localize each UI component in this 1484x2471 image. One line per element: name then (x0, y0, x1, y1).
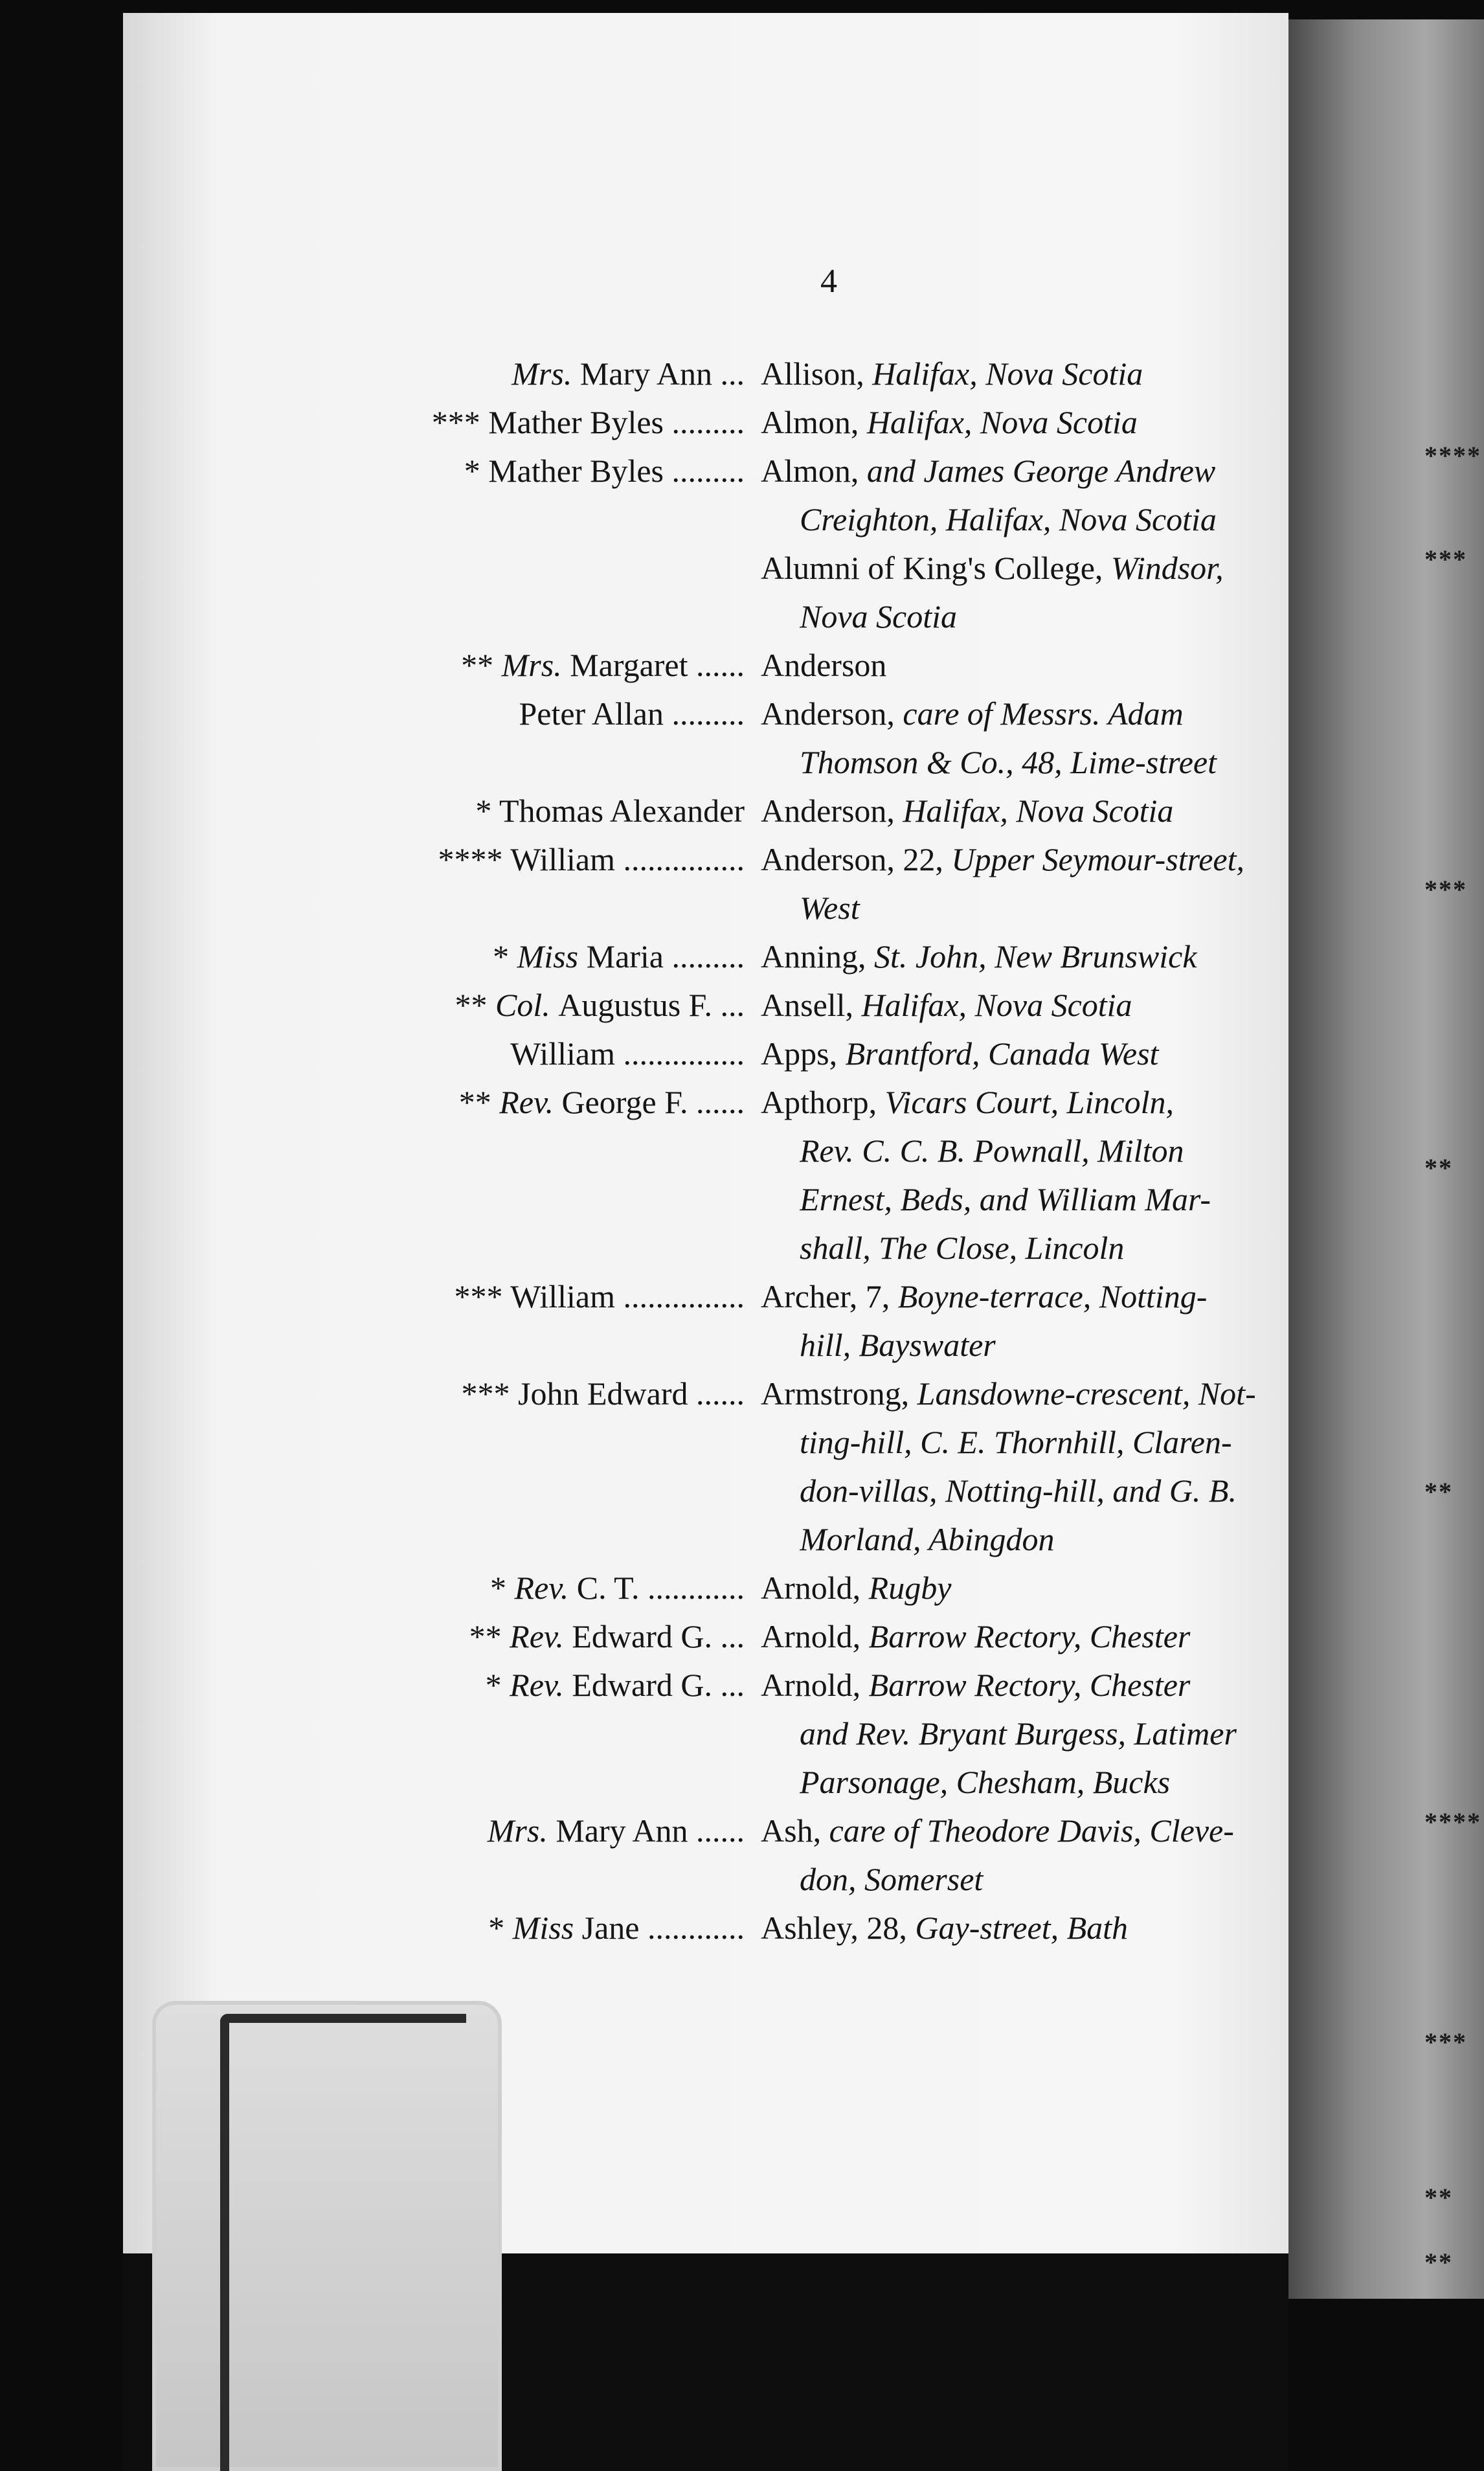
entry-address-continued (800, 884, 1324, 932)
bleed-through-stars: ** (1424, 1153, 1453, 1182)
entry-leader: ... (712, 1618, 745, 1654)
entry-address-line: ting-hill, C. E. Thornhill, Claren- (800, 1424, 1232, 1460)
entry-address: Brantford, Canada West (845, 1035, 1159, 1072)
entry-surname-address (761, 690, 1324, 738)
entry-surname-address (761, 447, 1324, 495)
entry-address: care of Theodore Davis, Cleve- (829, 1812, 1234, 1849)
entry-surname-address (761, 544, 1324, 592)
entry-address: Rugby (868, 1570, 952, 1606)
entry-title: Rev. (499, 1084, 562, 1120)
entry-address-continued (800, 1224, 1324, 1272)
entry-leader: ...... (688, 647, 745, 683)
list-entry (0, 1661, 1484, 1709)
entry-given: George F. (561, 1084, 688, 1120)
page-number: 4 (820, 263, 837, 300)
entry-given: William (510, 1278, 615, 1314)
entry-surname: Arnold, (761, 1667, 869, 1703)
entry-address-line: and Rev. Bryant Burgess, Latimer (800, 1715, 1237, 1752)
bleed-through-stars: **** (1424, 1807, 1481, 1836)
entry-surname: Ash, (761, 1812, 829, 1849)
entry-address-continued (800, 495, 1324, 543)
entry-given-names (0, 932, 745, 980)
entry-stars: * (485, 1667, 510, 1703)
entry-given: Maria (586, 938, 664, 975)
list-entry (0, 398, 1484, 446)
entry-address-continued (800, 1855, 1324, 1903)
entry-leader: ... (712, 1667, 745, 1703)
entry-given: John Edward (518, 1375, 688, 1412)
entry-surname-address (761, 1030, 1324, 1078)
entry-address-line: hill, Bayswater (800, 1327, 996, 1363)
entry-address-line: Rev. C. C. B. Pownall, Milton (800, 1133, 1184, 1169)
entry-title: Col. (495, 987, 559, 1023)
list-entry (0, 787, 1484, 835)
entry-surname: Ansell, (761, 987, 862, 1023)
entry-given-names (0, 447, 745, 495)
bleed-through-stars: ** (1424, 1477, 1453, 1506)
entry-surname: Archer, 7, (761, 1278, 898, 1314)
entry-leader: ... (712, 355, 745, 392)
entry-leader: ......... (664, 695, 745, 732)
entry-given-names (0, 1904, 745, 1952)
entry-leader: ......... (664, 453, 745, 489)
entry-address: Boyne-terrace, Notting- (897, 1278, 1208, 1314)
entry-address-continued (800, 738, 1324, 786)
entry-given-names (0, 835, 745, 883)
entry-surname: Anderson (761, 647, 887, 683)
entry-leader: ............... (615, 1278, 745, 1314)
entry-address-line: don, Somerset (800, 1861, 984, 1897)
entry-stars: ** (469, 1618, 510, 1654)
list-entry (0, 447, 1484, 495)
entry-address: Lansdowne-crescent, Not- (917, 1375, 1256, 1412)
entry-address-continued (800, 1175, 1324, 1223)
entry-title: Mrs. (512, 355, 580, 392)
list-entry (0, 1272, 1484, 1320)
entry-given-names (0, 1612, 745, 1660)
entry-surname-address (761, 1612, 1324, 1660)
entry-surname-address (761, 787, 1324, 835)
entry-leader: ...... (688, 1084, 745, 1120)
entry-address-continued (800, 1127, 1324, 1175)
bleed-through-stars: ** (1424, 2248, 1453, 2277)
list-entry (0, 1807, 1484, 1855)
entry-address-continued (800, 1709, 1324, 1757)
entry-title: Miss (512, 1910, 582, 1946)
entry-address: Barrow Rectory, Chester (868, 1618, 1191, 1654)
entry-address: Windsor, (1110, 550, 1224, 586)
entry-given-names (0, 1807, 745, 1855)
entry-surname: Apps, (761, 1035, 846, 1072)
entry-address-continued (800, 1515, 1324, 1563)
entry-given: Margaret (570, 647, 688, 683)
entry-given-names (0, 398, 745, 446)
entry-given: Mather Byles (488, 453, 664, 489)
entry-address-continued (800, 1467, 1324, 1515)
entry-surname: Allison, (761, 355, 873, 392)
entry-address-line: Creighton, Halifax, Nova Scotia (800, 501, 1217, 537)
entry-given: Jane (581, 1910, 640, 1946)
entry-given-names (0, 1661, 745, 1709)
entry-address-continued (800, 1321, 1324, 1369)
entry-stars: * (475, 793, 499, 829)
entry-address: and James George Andrew (866, 453, 1216, 489)
entry-stars: * (490, 1570, 515, 1606)
entry-surname: Arnold, (761, 1618, 869, 1654)
entry-address-line: West (800, 890, 860, 926)
entry-surname: Anning, (761, 938, 874, 975)
entry-address-line: Ernest, Beds, and William Mar- (800, 1181, 1211, 1217)
entry-surname-address (761, 398, 1324, 446)
entry-surname: Alumni of King's College, (761, 550, 1111, 586)
entry-stars: * (493, 938, 517, 975)
entry-title: Rev. (510, 1618, 572, 1654)
entry-address: care of Messrs. Adam (903, 695, 1184, 732)
entry-title: Mrs. (487, 1812, 556, 1849)
list-entry (0, 350, 1484, 398)
entry-address-line: Parsonage, Chesham, Bucks (800, 1764, 1171, 1800)
entry-surname-address (761, 1272, 1324, 1320)
entry-given: Edward G. (572, 1667, 712, 1703)
entry-address-line: shall, The Close, Lincoln (800, 1230, 1125, 1266)
entry-surname-address (761, 1370, 1324, 1417)
list-entry (0, 1612, 1484, 1660)
entry-surname-address (761, 835, 1324, 883)
list-entry (0, 1904, 1484, 1952)
entry-address-line: Thomson & Co., 48, Lime-street (800, 744, 1217, 780)
entry-given-names (0, 350, 745, 398)
entry-given: Augustus F. (558, 987, 712, 1023)
list-entry (0, 1564, 1484, 1612)
list-entry (0, 1370, 1484, 1417)
list-entry (0, 544, 1484, 592)
entry-address: Halifax, Nova Scotia (866, 404, 1138, 440)
list-entry (0, 690, 1484, 738)
list-entry (0, 641, 1484, 689)
list-entry (0, 835, 1484, 883)
entry-stars: ** (458, 1084, 500, 1120)
entry-address-continued (800, 592, 1324, 640)
entry-leader: ............ (639, 1570, 745, 1606)
entry-leader: ............... (615, 1035, 745, 1072)
entry-given: Mary Ann (579, 355, 712, 392)
entry-given: Mary Ann (556, 1812, 688, 1849)
entry-given: Peter Allan (519, 695, 664, 732)
entry-given: Thomas Alexander (499, 793, 745, 829)
entry-address-line: don-villas, Notting-hill, and G. B. (800, 1472, 1237, 1509)
entry-given-names (0, 1030, 745, 1078)
entry-address: Upper Seymour-street, (951, 841, 1245, 877)
entry-surname: Ashley, 28, (761, 1910, 916, 1946)
entry-given-names (0, 787, 745, 835)
entry-given-names (0, 641, 745, 689)
entry-address: Gay-street, Bath (915, 1910, 1129, 1946)
list-entry (0, 981, 1484, 1029)
entry-surname: Almon, (761, 404, 867, 440)
entry-stars: *** (454, 1278, 511, 1314)
entry-leader: ... (712, 987, 745, 1023)
entry-surname-address (761, 1904, 1324, 1952)
entry-surname-address (761, 1661, 1324, 1709)
entry-title: Rev. (514, 1570, 577, 1606)
entry-given-names (0, 1370, 745, 1417)
entry-address: Halifax, Nova Scotia (903, 793, 1174, 829)
entry-surname-address (761, 1807, 1324, 1855)
entry-given: Mather Byles (488, 404, 664, 440)
bleed-through-stars: *** (1424, 545, 1467, 574)
entry-surname: Anderson, (761, 793, 903, 829)
bleed-through-stars: **** (1424, 441, 1481, 470)
entry-stars: * (464, 453, 489, 489)
entry-stars: **** (438, 841, 511, 877)
entry-given-names (0, 690, 745, 738)
entry-address-line: Nova Scotia (800, 598, 958, 635)
entry-surname: Anderson, 22, (761, 841, 952, 877)
entry-given-names (0, 981, 745, 1029)
bleed-through-stars: ** (1424, 2183, 1453, 2212)
entry-address: Halifax, Nova Scotia (861, 987, 1132, 1023)
entry-surname-address (761, 932, 1324, 980)
bleed-through-stars: *** (1424, 875, 1467, 904)
entry-given-names (0, 1272, 745, 1320)
entry-title: Mrs. (501, 647, 570, 683)
list-entry (0, 1078, 1484, 1126)
entry-title: Rev. (510, 1667, 572, 1703)
entry-given-names (0, 1564, 745, 1612)
entry-surname: Arnold, (761, 1570, 869, 1606)
entry-stars: *** (461, 1375, 519, 1412)
list-entry (0, 932, 1484, 980)
list-entry (0, 1030, 1484, 1078)
bleed-through-stars: *** (1424, 2027, 1467, 2057)
entry-address: Barrow Rectory, Chester (868, 1667, 1191, 1703)
entry-stars: ** (461, 647, 502, 683)
entry-address-line: Morland, Abingdon (800, 1521, 1055, 1557)
entry-address-continued (800, 1418, 1324, 1466)
entry-surname-address (761, 1078, 1324, 1126)
entry-surname: Anderson, (761, 695, 903, 732)
entry-leader: ...... (688, 1375, 745, 1412)
entry-leader: ......... (664, 404, 745, 440)
entry-given: C. T. (576, 1570, 640, 1606)
entry-stars: * (488, 1910, 513, 1946)
entry-surname-address (761, 350, 1324, 398)
entry-stars: *** (431, 404, 489, 440)
entry-surname: Armstrong, (761, 1375, 917, 1412)
entry-surname-address (761, 981, 1324, 1029)
entry-given: William (510, 1035, 615, 1072)
entry-surname: Apthorp, (761, 1084, 885, 1120)
entry-given: Edward G. (572, 1618, 712, 1654)
entry-surname: Almon, (761, 453, 867, 489)
entry-leader: ......... (664, 938, 745, 975)
entry-address: Vicars Court, Lincoln, (884, 1084, 1174, 1120)
entry-stars: ** (455, 987, 496, 1023)
entry-leader: ............... (615, 841, 745, 877)
entry-surname-address (761, 1564, 1324, 1612)
entry-given: William (510, 841, 615, 877)
entry-leader: ............ (639, 1910, 745, 1946)
entry-leader: ...... (688, 1812, 745, 1849)
entry-title: Miss (517, 938, 587, 975)
entry-address: Halifax, Nova Scotia (872, 355, 1143, 392)
entry-given-names (0, 1078, 745, 1126)
entry-address: St. John, New Brunswick (874, 938, 1197, 975)
entry-surname-address (761, 641, 1324, 689)
entry-address-continued (800, 1758, 1324, 1806)
